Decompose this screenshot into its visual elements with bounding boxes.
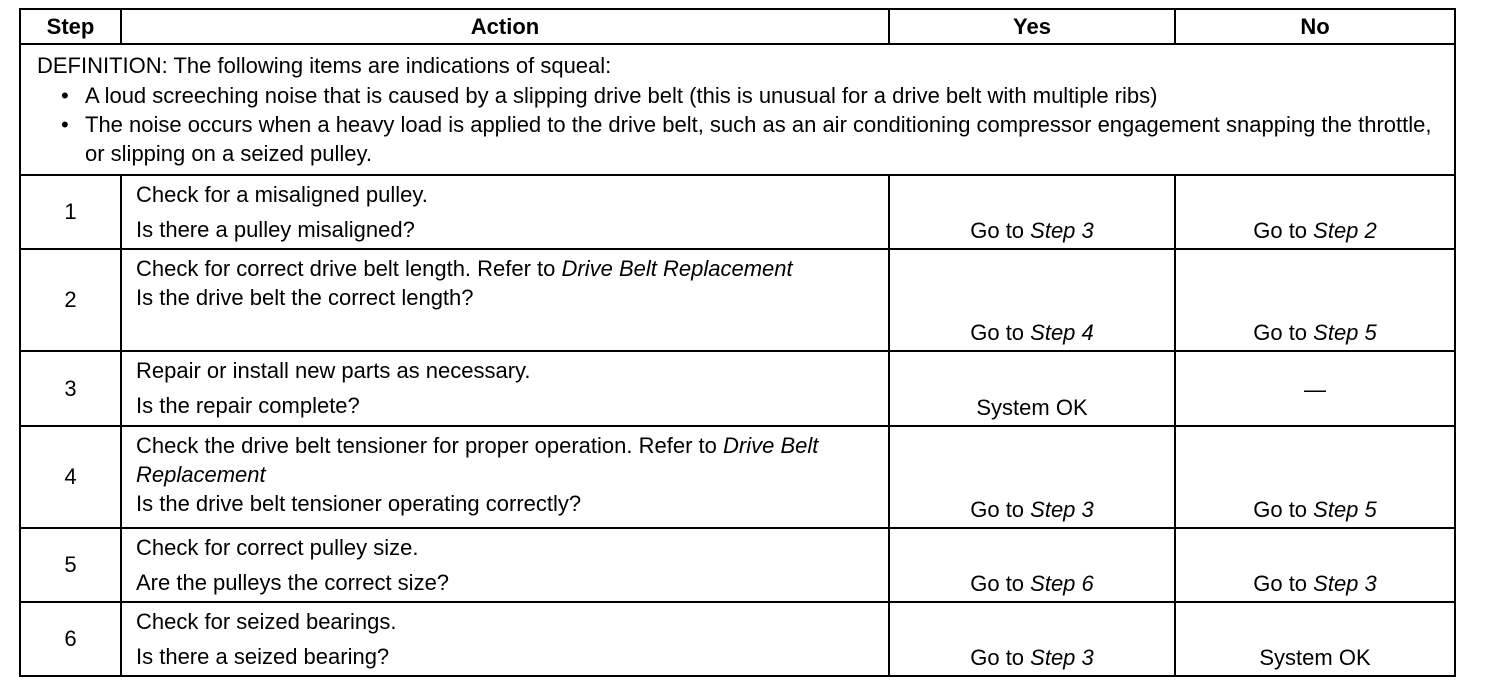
reference-link[interactable]: Drive Belt Replacement — [561, 256, 793, 281]
no-cell — [1175, 602, 1455, 676]
no-step-link[interactable]: Step 2 — [1313, 218, 1377, 243]
question-text: Is the drive belt the correct length? — [136, 285, 474, 310]
header-yes: Yes — [889, 9, 1175, 44]
step-row — [20, 351, 1455, 426]
check-text: Check for seized bearings. — [136, 609, 397, 634]
no-cell: Go to Step 5 — [1175, 426, 1455, 528]
yes-cell: Go to Step 3 — [889, 426, 1175, 528]
step-number: 3 — [20, 351, 121, 426]
step-row — [20, 528, 1455, 602]
step-row — [20, 175, 1455, 249]
yes-step-link[interactable]: Step 6 — [1030, 571, 1094, 596]
yes-cell: Go to Step 3 — [889, 602, 1175, 676]
step-row — [20, 249, 1455, 351]
definition-bullet: • The noise occurs when a heavy load is applied to the drive belt, such as an air conditioning compressor engagement snapping the throttle, or slipping on a seized pulley. — [61, 112, 1432, 166]
question-text: Are the pulleys the correct size? — [136, 570, 450, 595]
step-number: 1 — [20, 175, 121, 249]
yes-step-link[interactable]: Step 3 — [1030, 218, 1094, 243]
step-number: 5 — [20, 528, 121, 602]
yes-cell: Go to Step 3 — [889, 175, 1175, 249]
check-text: Repair or install new parts as necessary. — [136, 358, 531, 383]
step-number: 2 — [20, 249, 121, 351]
yes-step-link[interactable]: Step 4 — [1030, 320, 1094, 345]
no-cell: Go to Step 3 — [1175, 528, 1455, 602]
yes-cell — [889, 351, 1175, 426]
system-ok-text: System OK — [1259, 645, 1371, 670]
header-step: Step — [20, 9, 121, 44]
check-text: Check for correct drive belt length. Refer to Drive Belt Replacement — [136, 256, 793, 281]
header-no: No — [1175, 9, 1455, 44]
question-text: Is the repair complete? — [136, 393, 360, 418]
no-step-link[interactable]: Step 5 — [1313, 497, 1377, 522]
yes-step-link[interactable]: Step 3 — [1030, 645, 1094, 670]
definition-intro: DEFINITION: The following items are indications of squeal: — [37, 53, 612, 78]
action-cell — [121, 426, 889, 528]
question-text: Is there a seized bearing? — [136, 644, 390, 669]
step-number: 6 — [20, 602, 121, 676]
action-cell — [121, 249, 889, 351]
definition-row — [20, 44, 1455, 175]
header-row — [20, 9, 1455, 44]
bullet-icon: • — [61, 83, 69, 108]
step-row — [20, 602, 1455, 676]
yes-cell: Go to Step 6 — [889, 528, 1175, 602]
bullet-icon: • — [61, 112, 69, 137]
no-cell: Go to Step 2 — [1175, 175, 1455, 249]
check-text: Check for a misaligned pulley. — [136, 182, 428, 207]
definition-list — [37, 81, 1440, 168]
dash-text: — — [1304, 376, 1326, 402]
action-cell — [121, 602, 889, 676]
question-text: Is there a pulley misaligned? — [136, 217, 415, 242]
no-cell — [1175, 351, 1455, 426]
action-cell — [121, 175, 889, 249]
step-row — [20, 426, 1455, 528]
check-text: Check for correct pulley size. — [136, 535, 419, 560]
header-action: Action — [121, 9, 889, 44]
action-cell — [121, 528, 889, 602]
diagnostic-table — [19, 8, 1456, 677]
no-step-link[interactable]: Step 5 — [1313, 320, 1377, 345]
action-cell — [121, 351, 889, 426]
yes-cell: Go to Step 4 — [889, 249, 1175, 351]
no-cell: Go to Step 5 — [1175, 249, 1455, 351]
step-number: 4 — [20, 426, 121, 528]
definition-bullet: • A loud screeching noise that is caused by a slipping drive belt (this is unusual for a drive belt with multiple ribs) — [61, 83, 1158, 108]
check-text: Check the drive belt tensioner for proper operation. Refer to Drive Belt Replacement — [136, 433, 819, 487]
question-text: Is the drive belt tensioner operating correctly? — [136, 491, 582, 516]
definition-cell — [20, 44, 1455, 175]
yes-step-link[interactable]: Step 3 — [1030, 497, 1094, 522]
reference-link[interactable]: Drive Belt Replacement — [136, 433, 819, 487]
system-ok-text: System OK — [976, 395, 1088, 420]
no-step-link[interactable]: Step 3 — [1313, 571, 1377, 596]
